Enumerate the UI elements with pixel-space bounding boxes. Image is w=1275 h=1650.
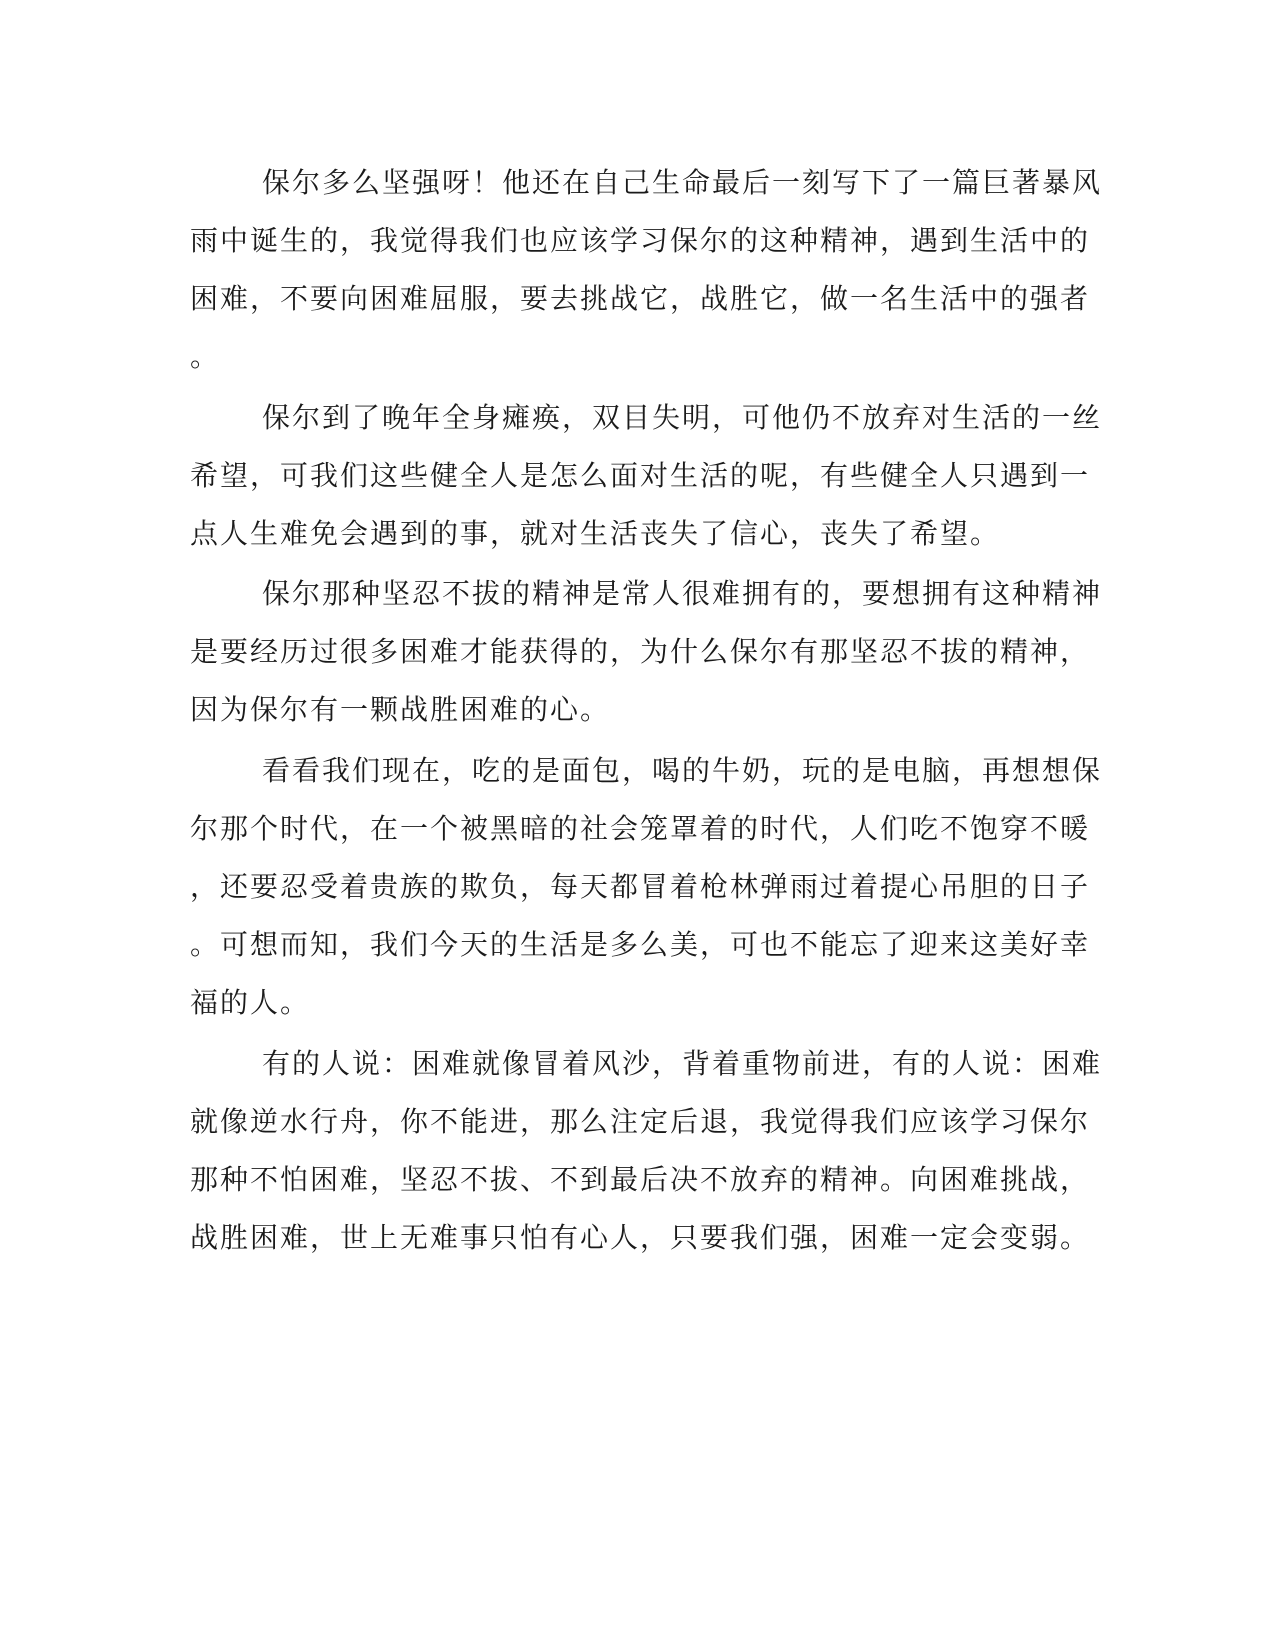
- paragraph-5-line-4: 战胜困难，世上无难事只怕有心人，只要我们强，困难一定会变弱。: [190, 1221, 1091, 1254]
- paragraph-4-line-2: 尔那个时代，在一个被黑暗的社会笼罩着的时代，人们吃不饱穿不暖: [190, 812, 1091, 845]
- paragraph-4-line-4: 。可想而知，我们今天的生活是多么美，可也不能忘了迎来这美好幸: [190, 928, 1091, 961]
- paragraph-1-line-4: 。: [190, 340, 221, 373]
- paragraph-4-line-3: ，还要忍受着贵族的欺负，每天都冒着枪林弹雨过着提心吊胆的日子: [190, 870, 1091, 903]
- paragraph-3-line-1: 保尔那种坚忍不拔的精神是常人很难拥有的，要想拥有这种精神: [262, 577, 1103, 610]
- paragraph-4-line-1: 看看我们现在，吃的是面包，喝的牛奶，玩的是电脑，再想想保: [262, 754, 1103, 787]
- paragraph-5-line-2: 就像逆水行舟，你不能进，那么注定后退，我觉得我们应该学习保尔: [190, 1105, 1091, 1138]
- paragraph-2-line-3: 点人生难免会遇到的事，就对生活丧失了信心，丧失了希望。: [190, 517, 1001, 550]
- paragraph-1-line-3: 困难，不要向困难屈服，要去挑战它，战胜它，做一名生活中的强者: [190, 282, 1091, 315]
- paragraph-5-line-3: 那种不怕困难，坚忍不拔、不到最后决不放弃的精神。向困难挑战，: [190, 1163, 1091, 1196]
- paragraph-2-line-2: 希望，可我们这些健全人是怎么面对生活的呢，有些健全人只遇到一: [190, 459, 1091, 492]
- paragraph-5-line-1: 有的人说：困难就像冒着风沙，背着重物前进，有的人说：困难: [262, 1047, 1103, 1080]
- paragraph-4-line-5: 福的人。: [190, 986, 311, 1019]
- paragraph-1-line-2: 雨中诞生的，我觉得我们也应该学习保尔的这种精神，遇到生活中的: [190, 224, 1091, 257]
- paragraph-1-line-1: 保尔多么坚强呀！他还在自己生命最后一刻写下了一篇巨著暴风: [262, 166, 1103, 199]
- paragraph-2-line-1: 保尔到了晚年全身瘫痪，双目失明，可他仍不放弃对生活的一丝: [262, 401, 1103, 434]
- paragraph-3-line-3: 因为保尔有一颗战胜困难的心。: [190, 693, 611, 726]
- paragraph-3-line-2: 是要经历过很多困难才能获得的，为什么保尔有那坚忍不拔的精神，: [190, 635, 1091, 668]
